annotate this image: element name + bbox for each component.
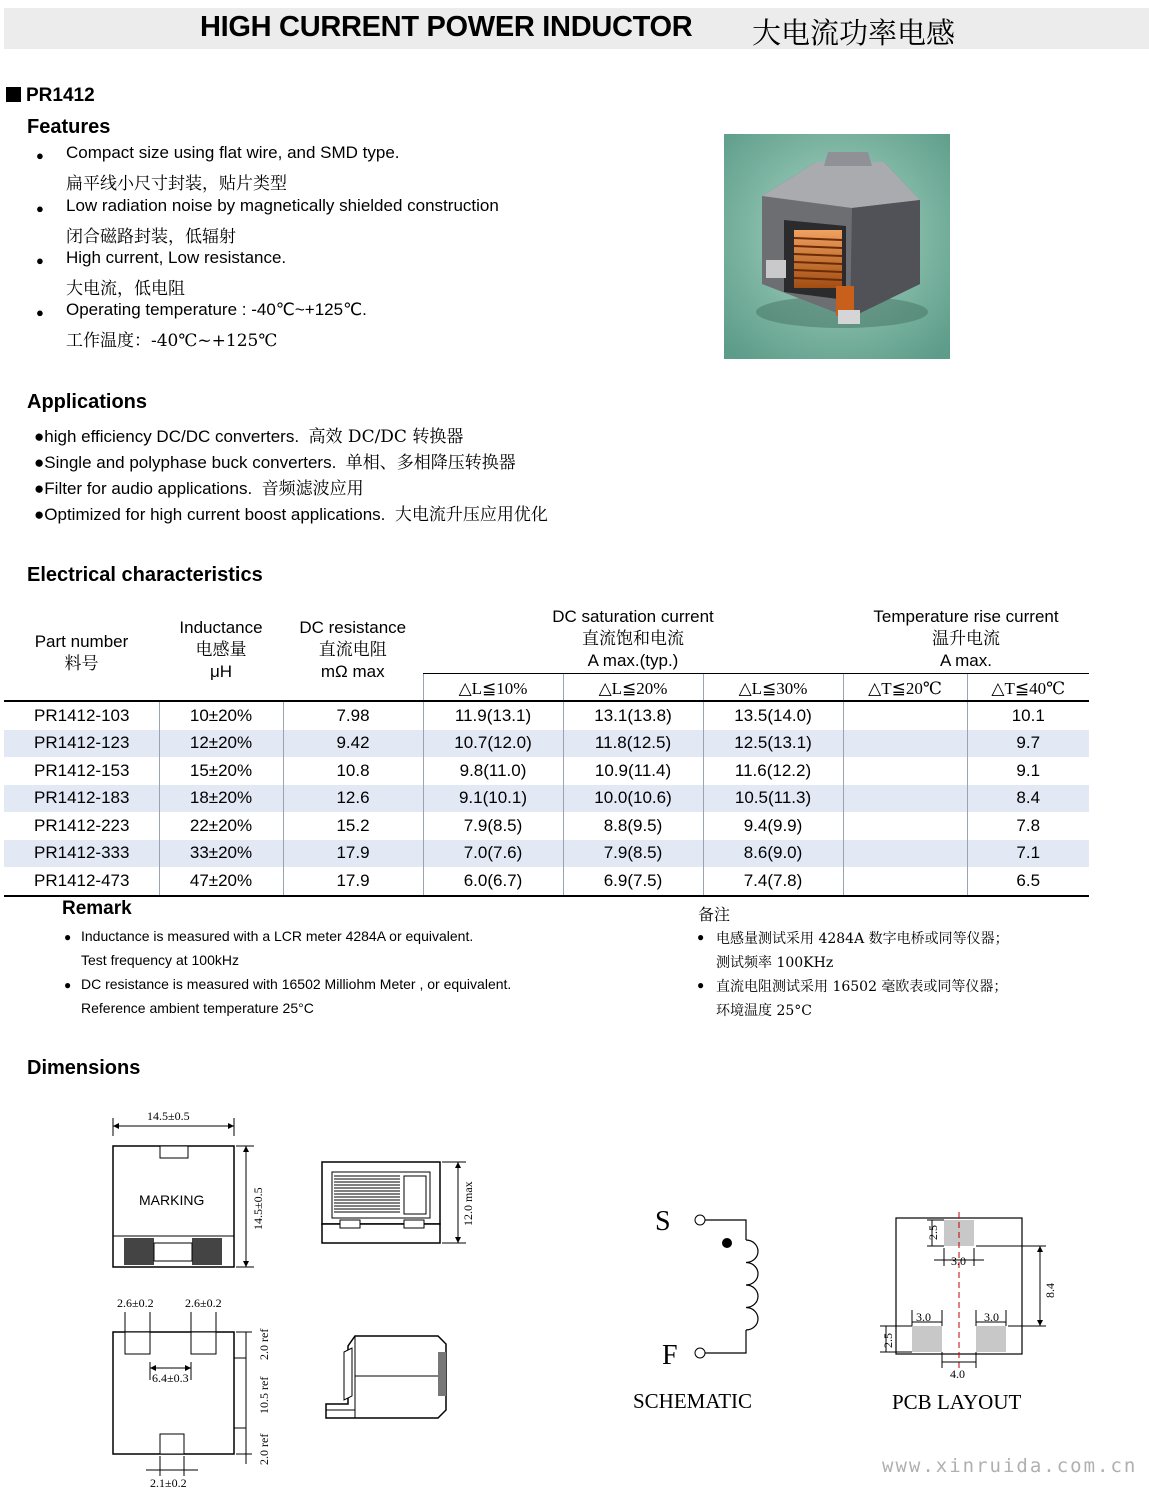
table-cell: 8.4	[967, 785, 1089, 813]
bullet-icon: ●	[34, 427, 45, 446]
table-cell: 7.1	[967, 840, 1089, 868]
table-cell: 11.6(12.2)	[703, 757, 843, 785]
table-bottom-rule	[4, 895, 1089, 897]
electrical-table-body	[4, 701, 1089, 895]
dim-side-height: 12.0 max	[461, 1181, 475, 1226]
table-cell: 10.0(10.6)	[563, 785, 703, 813]
table-row	[4, 757, 1089, 785]
dim-bottom-pad: 2.1±0.2	[150, 1476, 187, 1490]
table-row	[4, 701, 1089, 730]
feature-item-cn: 工作温度：-40℃~+125℃	[66, 331, 278, 351]
remark-heading: Remark	[62, 898, 132, 919]
schematic-start-label: S	[655, 1206, 671, 1237]
feature-item: Compact size using flat wire, and SMD type.	[66, 143, 400, 162]
bullet-icon: ●	[36, 305, 44, 320]
dimension-drawings	[0, 1090, 1149, 1510]
remark-item-cn: 直流电阻测试采用 16502 毫欧表或同等仪器；	[716, 979, 1008, 995]
dim-ref-mid: 10.5 ref	[257, 1376, 271, 1414]
schematic-caption: SCHEMATIC	[633, 1389, 753, 1413]
schematic-finish-label: F	[662, 1340, 678, 1371]
table-row	[4, 730, 1089, 758]
header-inductance	[159, 606, 283, 701]
header-sat-cn: 直流饱和电流	[582, 629, 684, 649]
header-sub: △T≦20℃	[843, 674, 967, 702]
header-part-cn: 料号	[64, 654, 99, 674]
table-row	[4, 840, 1089, 868]
remark-item: Reference ambient temperature 25°C	[81, 1000, 314, 1016]
table-cell: 11.9(13.1)	[423, 701, 563, 730]
header-sub: △T≦40℃	[967, 674, 1089, 702]
table-cell: 9.8(11.0)	[423, 757, 563, 785]
table-cell	[843, 785, 967, 813]
table-cell: 12.5(13.1)	[703, 730, 843, 758]
applications-heading: Applications	[27, 391, 148, 413]
square-bullet-icon	[6, 87, 21, 102]
table-cell: 12.6	[283, 785, 423, 813]
bullet-icon: ●	[34, 505, 45, 524]
header-dcr-cn: 直流电阻	[318, 640, 387, 660]
pcb-left-pad-w: 3.0	[916, 1310, 931, 1324]
table-cell: 18±20%	[159, 785, 283, 813]
header-part-en: Part number	[34, 632, 129, 651]
features-heading: Features	[27, 116, 111, 138]
header-sub: △L≦10%	[423, 674, 563, 702]
table-cell: PR1412-103	[34, 705, 130, 725]
bullet-icon: ●	[36, 201, 44, 216]
table-cell: PR1412-223	[34, 815, 130, 835]
table-cell: PR1412-183	[4, 785, 159, 813]
dim-pad-span: 6.4±0.3	[152, 1371, 189, 1385]
header-sat-unit: A max.(typ.)	[587, 651, 679, 670]
table-cell: 7.8	[967, 812, 1089, 840]
header-dc-resistance	[283, 606, 423, 701]
table-cell: 7.4(7.8)	[703, 867, 843, 895]
feature-item-cn: 扁平线小尺寸封装，贴片类型	[66, 174, 287, 194]
application-text: Filter for audio applications.	[44, 479, 253, 498]
application-item	[34, 448, 516, 473]
header-ind-cn: 电感量	[195, 640, 247, 660]
watermark: www.xinruida.com.cn	[882, 1455, 1138, 1477]
header-saturation	[423, 606, 843, 674]
header-sub: △L≦30%	[703, 674, 843, 702]
table-cell: 10.7(12.0)	[423, 730, 563, 758]
electrical-heading: Electrical characteristics	[27, 564, 263, 586]
pcb-top-pad-h: 2.5	[926, 1225, 940, 1240]
table-cell: 9.1	[967, 757, 1089, 785]
header-sat-en: DC saturation current	[552, 607, 714, 626]
dim-ref-top: 2.0 ref	[257, 1328, 271, 1360]
bullet-icon: ●	[64, 930, 72, 944]
pcb-bottom-pad-h: 2.5	[881, 1333, 895, 1348]
table-cell: 11.8(12.5)	[563, 730, 703, 758]
table-cell: 10±20%	[159, 701, 283, 730]
application-item	[34, 500, 548, 525]
table-cell: 13.1(13.8)	[563, 701, 703, 730]
schematic-drawing	[633, 1206, 758, 1413]
feature-item-cn: 闭合磁路封装，低辐射	[66, 227, 236, 247]
table-cell: 8.6(9.0)	[703, 840, 843, 868]
table-cell: 10.8	[283, 757, 423, 785]
remark-item-cn: 环境温度 25°C	[716, 1003, 812, 1019]
dimensions-heading: Dimensions	[27, 1057, 141, 1079]
table-cell: 7.9(8.5)	[563, 840, 703, 868]
table-cell: 9.4(9.9)	[703, 812, 843, 840]
table-cell	[843, 701, 967, 730]
table-cell: 10.1	[967, 701, 1089, 730]
pcb-height: 8.4	[1043, 1283, 1057, 1298]
electrical-table	[4, 606, 1089, 895]
table-row	[4, 785, 1089, 813]
remark-item: Test frequency at 100kHz	[81, 952, 239, 968]
header-part-number	[4, 606, 159, 701]
table-cell: 6.9(7.5)	[563, 867, 703, 895]
bullet-icon: ●	[64, 978, 72, 992]
side-view-drawing	[322, 1162, 475, 1243]
header-temp-unit: A max.	[940, 651, 992, 670]
pcb-gap: 4.0	[950, 1367, 965, 1381]
table-cell: 6.5	[967, 867, 1089, 895]
table-cell	[843, 730, 967, 758]
table-cell: 9.42	[283, 730, 423, 758]
dim-pad-right: 2.6±0.2	[185, 1296, 222, 1310]
bullet-icon: ●	[36, 253, 44, 268]
application-item	[34, 474, 364, 499]
table-cell: 13.5(14.0)	[703, 701, 843, 730]
header-temperature	[843, 606, 1089, 674]
table-cell	[843, 840, 967, 868]
application-text-cn: 大电流升压应用优化	[394, 505, 548, 525]
page-title: HIGH CURRENT POWER INDUCTOR	[200, 11, 693, 43]
feature-item: Operating temperature : -40℃~+125℃.	[66, 300, 367, 319]
feature-item: High current, Low resistance.	[66, 248, 287, 267]
bullet-icon: ●	[36, 148, 44, 163]
header-temp-en: Temperature rise current	[873, 607, 1059, 626]
product-photo	[724, 134, 950, 359]
table-cell: 17.9	[283, 867, 423, 895]
table-cell: 9.1(10.1)	[423, 785, 563, 813]
table-row	[4, 867, 1089, 895]
table-cell	[843, 757, 967, 785]
remark-item-cn: 测试频率 100KHz	[716, 955, 834, 971]
table-cell: PR1412-333	[4, 840, 159, 868]
bullet-icon: ●	[697, 978, 705, 992]
application-text-cn: 音频滤波应用	[261, 479, 364, 499]
table-cell: 15±20%	[159, 757, 283, 785]
pcb-layout-drawing	[880, 1212, 1057, 1414]
remark-item-cn: 电感量测试采用 4284A 数字电桥或同等仪器；	[716, 931, 1009, 947]
application-text-cn: 单相、多相降压转换器	[345, 453, 516, 473]
application-text: Optimized for high current boost applications.	[44, 505, 386, 524]
dim-top-width: 14.5±0.5	[147, 1109, 190, 1123]
top-view-drawing	[113, 1109, 265, 1267]
application-text: Single and polyphase buck converters.	[44, 453, 337, 472]
table-cell: 6.0(6.7)	[423, 867, 563, 895]
remark-item: DC resistance is measured with 16502 Milliohm Meter , or equivalent.	[81, 976, 512, 992]
bullet-icon: ●	[34, 453, 45, 472]
header-temp-cn: 温升电流	[932, 629, 1000, 649]
table-cell: 7.9(8.5)	[423, 812, 563, 840]
table-cell: 15.2	[283, 812, 423, 840]
table-cell: 33±20%	[159, 840, 283, 868]
remark-heading-cn: 备注	[698, 905, 731, 924]
pcb-top-pad-w: 3.0	[951, 1254, 966, 1268]
table-cell: 10.5(11.3)	[703, 785, 843, 813]
table-cell: 22±20%	[159, 812, 283, 840]
feature-item-cn: 大电流，低电阻	[66, 279, 185, 299]
header-ind-unit: μH	[209, 662, 233, 681]
table-cell: 7.0(7.6)	[423, 840, 563, 868]
table-cell	[843, 812, 967, 840]
application-text-cn: 高效 DC/DC 转换器	[308, 427, 464, 447]
marking-label: MARKING	[139, 1192, 205, 1208]
application-text: high efficiency DC/DC converters.	[44, 427, 300, 446]
dim-ref-bot: 2.0 ref	[257, 1433, 271, 1465]
table-cell: PR1412-153	[34, 760, 130, 780]
pcb-caption: PCB LAYOUT	[892, 1390, 1022, 1414]
table-cell: 17.9	[283, 840, 423, 868]
header-dcr-en: DC resistance	[299, 618, 407, 637]
pcb-right-pad-w: 3.0	[984, 1310, 999, 1324]
iso-view-drawing	[326, 1336, 446, 1418]
table-cell: 12±20%	[159, 730, 283, 758]
product-model: PR1412	[26, 85, 95, 106]
remark-item: Inductance is measured with a LCR meter 4284A or equivalent.	[81, 928, 474, 944]
table-cell	[843, 867, 967, 895]
header-sub: △L≦20%	[563, 674, 703, 702]
table-cell: 8.8(9.5)	[563, 812, 703, 840]
header-ind-en: Inductance	[179, 618, 263, 637]
header-dcr-unit: mΩ max	[320, 662, 385, 681]
application-item	[34, 422, 463, 447]
dim-top-height: 14.5±0.5	[251, 1187, 265, 1230]
bottom-view-drawing	[113, 1296, 271, 1490]
table-cell: PR1412-123	[4, 730, 159, 758]
page-title-cn: 大电流功率电感	[752, 16, 956, 50]
table-cell: 7.98	[283, 701, 423, 730]
dim-pad-left: 2.6±0.2	[117, 1296, 154, 1310]
table-cell: PR1412-473	[34, 870, 130, 890]
table-cell: 47±20%	[159, 867, 283, 895]
bullet-icon: ●	[34, 479, 45, 498]
table-cell: 10.9(11.4)	[563, 757, 703, 785]
feature-item: Low radiation noise by magnetically shielded construction	[66, 196, 499, 215]
table-row	[4, 812, 1089, 840]
bullet-icon: ●	[697, 930, 705, 944]
table-cell: 9.7	[967, 730, 1089, 758]
